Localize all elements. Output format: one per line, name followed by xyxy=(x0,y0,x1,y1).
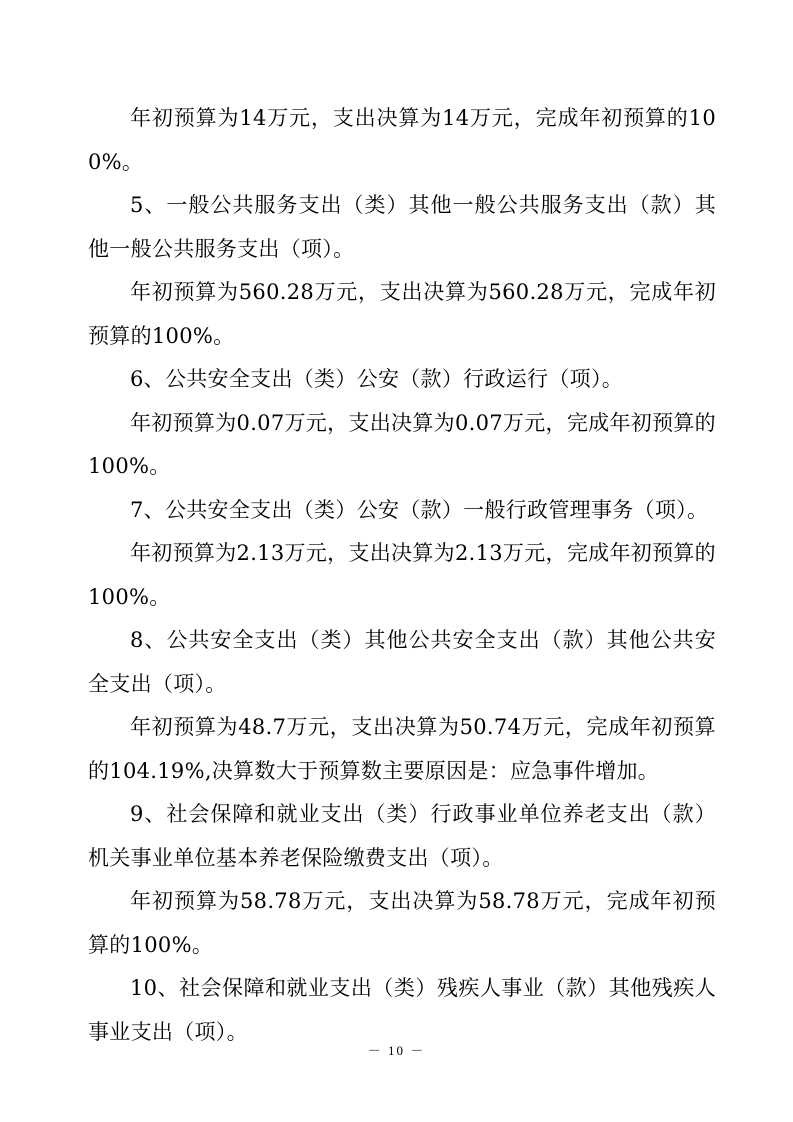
paragraph-item-9: 9、社会保障和就业支出（类）行政事业单位养老支出（款）机关事业单位基本养老保险缴费支出（项）。 xyxy=(88,802,716,870)
paragraph-item-6: 6、公共安全支出（类）公安（款）行政运行（项）。 xyxy=(130,367,624,391)
paragraph-budget-8: 年初预算为48.7万元，支出决算为50.74万元，完成年初预算的104.19%,决算数大于预算数主要原因是：应急事件增加。 xyxy=(88,715,716,783)
document-body xyxy=(88,97,716,1054)
paragraph-budget-6: 年初预算为0.07万元，支出决算为0.07万元，完成年初预算的100%。 xyxy=(88,410,716,478)
paragraph-budget-1: 年初预算为14万元，支出决算为14万元，完成年初预算的100%。 xyxy=(88,106,716,174)
paragraph-budget-5: 年初预算为560.28万元，支出决算为560.28万元，完成年初预算的100%。 xyxy=(88,280,716,348)
paragraph-budget-9: 年初预算为58.78万元，支出决算为58.78万元，完成年初预算的100%。 xyxy=(88,889,716,957)
page-number: － 10 － xyxy=(367,1043,426,1058)
paragraph-budget-7: 年初预算为2.13万元，支出决算为2.13万元，完成年初预算的100%。 xyxy=(88,541,716,609)
paragraph-item-8: 8、公共安全支出（类）其他公共安全支出（款）其他公共安全支出（项）。 xyxy=(88,628,716,696)
paragraph-item-10: 10、社会保障和就业支出（类）残疾人事业（款）其他残疾人事业支出（项）。 xyxy=(88,976,716,1044)
paragraph-item-5: 5、一般公共服务支出（类）其他一般公共服务支出（款）其他一般公共服务支出（项）。 xyxy=(88,193,716,261)
paragraph-item-7: 7、公共安全支出（类）公安（款）一般行政管理事务（项）。 xyxy=(130,497,709,522)
